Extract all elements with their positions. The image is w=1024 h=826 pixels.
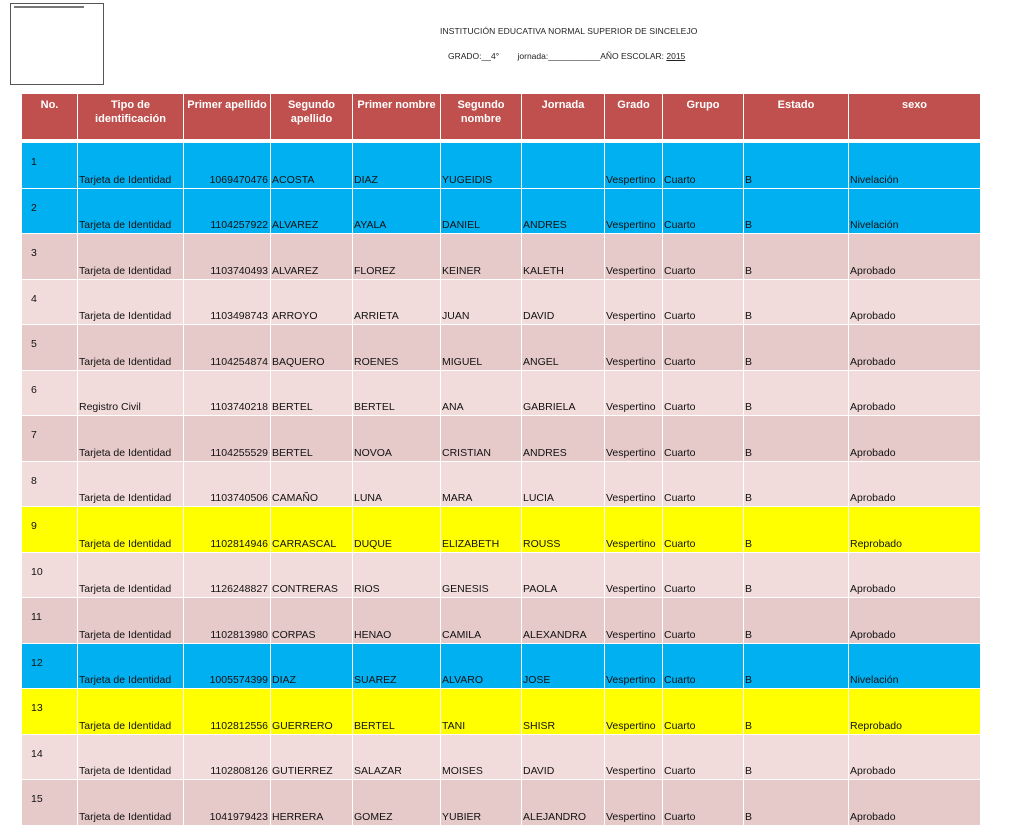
id-number-cell: 1104254874	[184, 325, 271, 371]
second-surname-cell: DIAZ	[353, 143, 441, 189]
second-name-cell: ANGEL	[522, 325, 605, 371]
grado-cell: Cuarto	[663, 461, 744, 507]
second-name-cell: ALEXANDRA	[522, 598, 605, 644]
row-number: 11	[22, 598, 78, 644]
table-row	[22, 325, 981, 371]
id-type-cell: Tarjeta de Identidad	[78, 234, 184, 280]
estado-cell: Aprobado	[849, 234, 981, 280]
logo-placeholder-box	[10, 3, 104, 85]
row-number: 1	[22, 143, 78, 189]
row-number: 13	[22, 689, 78, 735]
row-number: 2	[22, 188, 78, 234]
id-number-cell: 1041979423	[184, 780, 271, 826]
first-name-cell: KEINER	[441, 234, 522, 280]
first-surname-cell: GUTIERREZ	[271, 734, 353, 780]
id-type-cell: Tarjeta de Identidad	[78, 507, 184, 553]
estado-cell: Aprobado	[849, 370, 981, 416]
jornada-cell: Vespertino	[605, 552, 663, 598]
jornada-cell: Vespertino	[605, 234, 663, 280]
table-row	[22, 780, 981, 826]
id-type-cell: Tarjeta de Identidad	[78, 461, 184, 507]
grado-cell: Cuarto	[663, 416, 744, 462]
first-name-cell: MOISES	[441, 734, 522, 780]
jornada-label: jornada:___________AÑO ESCOLAR:	[517, 51, 664, 61]
grupo-cell: B	[744, 279, 849, 325]
estado-cell: Nivelación	[849, 643, 981, 689]
first-name-cell: GENESIS	[441, 552, 522, 598]
first-name-cell: ELIZABETH	[441, 507, 522, 553]
grupo-cell: B	[744, 188, 849, 234]
second-name-cell: ANDRES	[522, 188, 605, 234]
column-header: Segundo nombre	[441, 94, 522, 140]
grado-cell: Cuarto	[663, 279, 744, 325]
id-number-cell: 1104255529	[184, 416, 271, 462]
id-type-cell: Tarjeta de Identidad	[78, 689, 184, 735]
estado-cell: Reprobado	[849, 507, 981, 553]
second-name-cell: DAVID	[522, 734, 605, 780]
first-name-cell: DANIEL	[441, 188, 522, 234]
first-surname-cell: ALVAREZ	[271, 234, 353, 280]
second-surname-cell: NOVOA	[353, 416, 441, 462]
first-surname-cell: ACOSTA	[271, 143, 353, 189]
second-surname-cell: AYALA	[353, 188, 441, 234]
id-type-cell: Registro Civil	[78, 370, 184, 416]
grupo-cell: B	[744, 552, 849, 598]
row-number: 15	[22, 780, 78, 826]
id-number-cell: 1103740493	[184, 234, 271, 280]
grupo-cell: B	[744, 689, 849, 735]
grado-cell: Cuarto	[663, 598, 744, 644]
id-type-cell: Tarjeta de Identidad	[78, 416, 184, 462]
grado-cell: Cuarto	[663, 780, 744, 826]
row-number: 8	[22, 461, 78, 507]
estado-cell: Aprobado	[849, 279, 981, 325]
grado-cell: Cuarto	[663, 552, 744, 598]
second-name-cell: ANDRES	[522, 416, 605, 462]
table-row	[22, 461, 981, 507]
estado-cell: Aprobado	[849, 552, 981, 598]
first-name-cell: ALVARO	[441, 643, 522, 689]
second-surname-cell: ROENES	[353, 325, 441, 371]
grado-cell: Cuarto	[663, 370, 744, 416]
table-row	[22, 689, 981, 735]
jornada-cell: Vespertino	[605, 461, 663, 507]
grupo-cell: B	[744, 416, 849, 462]
column-header: Primer apellido	[184, 94, 271, 140]
second-name-cell: SHISR	[522, 689, 605, 735]
second-name-cell: KALETH	[522, 234, 605, 280]
jornada-cell: Vespertino	[605, 507, 663, 553]
grupo-cell: B	[744, 780, 849, 826]
jornada-cell: Vespertino	[605, 689, 663, 735]
table-row	[22, 507, 981, 553]
estado-cell: Nivelación	[849, 143, 981, 189]
grado-cell: Cuarto	[663, 325, 744, 371]
grupo-cell: B	[744, 643, 849, 689]
column-header: sexo	[849, 94, 981, 140]
grupo-cell: B	[744, 234, 849, 280]
row-number: 10	[22, 552, 78, 598]
table-row	[22, 234, 981, 280]
first-surname-cell: BAQUERO	[271, 325, 353, 371]
estado-cell: Nivelación	[849, 188, 981, 234]
document-title: INSTITUCIÓN EDUCATIVA NORMAL SUPERIOR DE SINCELEJO	[440, 26, 698, 36]
first-name-cell: MIGUEL	[441, 325, 522, 371]
grado-cell: Cuarto	[663, 234, 744, 280]
grado-cell: Cuarto	[663, 143, 744, 189]
first-name-cell: CAMILA	[441, 598, 522, 644]
grupo-cell: B	[744, 507, 849, 553]
second-name-cell: LUCIA	[522, 461, 605, 507]
first-surname-cell: BERTEL	[271, 416, 353, 462]
first-name-cell: CRISTIAN	[441, 416, 522, 462]
grupo-cell: B	[744, 461, 849, 507]
estado-cell: Aprobado	[849, 325, 981, 371]
first-name-cell: YUBIER	[441, 780, 522, 826]
table-row	[22, 598, 981, 644]
row-number: 3	[22, 234, 78, 280]
id-type-cell: Tarjeta de Identidad	[78, 643, 184, 689]
estado-cell: Aprobado	[849, 461, 981, 507]
grado-cell: Cuarto	[663, 643, 744, 689]
first-surname-cell: GUERRERO	[271, 689, 353, 735]
column-header: Estado	[744, 94, 849, 140]
grado-label: GRADO:__4°	[448, 51, 500, 61]
students-table	[21, 93, 981, 826]
column-header: Tipo de identificación	[78, 94, 184, 140]
table-header-row	[22, 94, 981, 140]
logo-caption-line	[14, 6, 84, 8]
row-number: 6	[22, 370, 78, 416]
table-row	[22, 734, 981, 780]
id-type-cell: Tarjeta de Identidad	[78, 325, 184, 371]
table-row	[22, 188, 981, 234]
jornada-cell: Vespertino	[605, 279, 663, 325]
second-name-cell: GABRIELA	[522, 370, 605, 416]
second-name-cell: ROUSS	[522, 507, 605, 553]
id-type-cell: Tarjeta de Identidad	[78, 734, 184, 780]
estado-cell: Reprobado	[849, 689, 981, 735]
id-number-cell: 1102812556	[184, 689, 271, 735]
second-surname-cell: GOMEZ	[353, 780, 441, 826]
first-surname-cell: ALVAREZ	[271, 188, 353, 234]
first-name-cell: JUAN	[441, 279, 522, 325]
second-surname-cell: LUNA	[353, 461, 441, 507]
id-number-cell: 1102813980	[184, 598, 271, 644]
id-number-cell: 1102814946	[184, 507, 271, 553]
second-name-cell	[522, 143, 605, 189]
row-number: 5	[22, 325, 78, 371]
id-number-cell: 1126248827	[184, 552, 271, 598]
column-header: Grado	[605, 94, 663, 140]
first-surname-cell: BERTEL	[271, 370, 353, 416]
table-row	[22, 643, 981, 689]
first-name-cell: MARA	[441, 461, 522, 507]
id-type-cell: Tarjeta de Identidad	[78, 279, 184, 325]
jornada-cell: Vespertino	[605, 143, 663, 189]
grupo-cell: B	[744, 598, 849, 644]
second-surname-cell: FLOREZ	[353, 234, 441, 280]
table-row	[22, 416, 981, 462]
row-number: 4	[22, 279, 78, 325]
table-row	[22, 552, 981, 598]
first-name-cell: TANI	[441, 689, 522, 735]
second-surname-cell: SALAZAR	[353, 734, 441, 780]
first-surname-cell: DIAZ	[271, 643, 353, 689]
row-number: 7	[22, 416, 78, 462]
id-type-cell: Tarjeta de Identidad	[78, 143, 184, 189]
second-surname-cell: SUAREZ	[353, 643, 441, 689]
jornada-cell: Vespertino	[605, 643, 663, 689]
table-row	[22, 143, 981, 189]
column-header: Segundo apellido	[271, 94, 353, 140]
first-name-cell: ANA	[441, 370, 522, 416]
id-type-cell: Tarjeta de Identidad	[78, 598, 184, 644]
first-surname-cell: ARROYO	[271, 279, 353, 325]
document-subtitle	[448, 51, 685, 61]
row-number: 14	[22, 734, 78, 780]
id-type-cell: Tarjeta de Identidad	[78, 780, 184, 826]
row-number: 12	[22, 643, 78, 689]
estado-cell: Aprobado	[849, 780, 981, 826]
grupo-cell: B	[744, 325, 849, 371]
jornada-cell: Vespertino	[605, 598, 663, 644]
second-surname-cell: ARRIETA	[353, 279, 441, 325]
id-number-cell: 1104257922	[184, 188, 271, 234]
estado-cell: Aprobado	[849, 598, 981, 644]
grado-cell: Cuarto	[663, 734, 744, 780]
column-header: No.	[22, 94, 78, 140]
id-number-cell: 1103498743	[184, 279, 271, 325]
grado-cell: Cuarto	[663, 689, 744, 735]
second-name-cell: PAOLA	[522, 552, 605, 598]
id-number-cell: 1103740506	[184, 461, 271, 507]
jornada-cell: Vespertino	[605, 325, 663, 371]
estado-cell: Aprobado	[849, 416, 981, 462]
first-surname-cell: HERRERA	[271, 780, 353, 826]
grupo-cell: B	[744, 143, 849, 189]
grupo-cell: B	[744, 734, 849, 780]
jornada-cell: Vespertino	[605, 188, 663, 234]
second-surname-cell: DUQUE	[353, 507, 441, 553]
id-type-cell: Tarjeta de Identidad	[78, 188, 184, 234]
jornada-cell: Vespertino	[605, 416, 663, 462]
jornada-cell: Vespertino	[605, 370, 663, 416]
id-type-cell: Tarjeta de Identidad	[78, 552, 184, 598]
jornada-cell: Vespertino	[605, 734, 663, 780]
second-surname-cell: BERTEL	[353, 370, 441, 416]
column-header: Jornada	[522, 94, 605, 140]
first-surname-cell: CAMAÑO	[271, 461, 353, 507]
row-number: 9	[22, 507, 78, 553]
grupo-cell: B	[744, 370, 849, 416]
second-surname-cell: BERTEL	[353, 689, 441, 735]
first-surname-cell: CORPAS	[271, 598, 353, 644]
second-name-cell: DAVID	[522, 279, 605, 325]
table-row	[22, 279, 981, 325]
grado-cell: Cuarto	[663, 188, 744, 234]
id-number-cell: 1069470476	[184, 143, 271, 189]
id-number-cell: 1103740218	[184, 370, 271, 416]
id-number-cell: 1005574399	[184, 643, 271, 689]
second-surname-cell: RIOS	[353, 552, 441, 598]
column-header: Grupo	[663, 94, 744, 140]
second-name-cell: JOSE	[522, 643, 605, 689]
table-row	[22, 370, 981, 416]
first-surname-cell: CARRASCAL	[271, 507, 353, 553]
second-name-cell: ALEJANDRO	[522, 780, 605, 826]
jornada-cell: Vespertino	[605, 780, 663, 826]
first-surname-cell: CONTRERAS	[271, 552, 353, 598]
estado-cell: Aprobado	[849, 734, 981, 780]
first-name-cell: YUGEIDIS	[441, 143, 522, 189]
id-number-cell: 1102808126	[184, 734, 271, 780]
column-header: Primer nombre	[353, 94, 441, 140]
grado-cell: Cuarto	[663, 507, 744, 553]
year-value: 2015	[666, 51, 686, 61]
second-surname-cell: HENAO	[353, 598, 441, 644]
